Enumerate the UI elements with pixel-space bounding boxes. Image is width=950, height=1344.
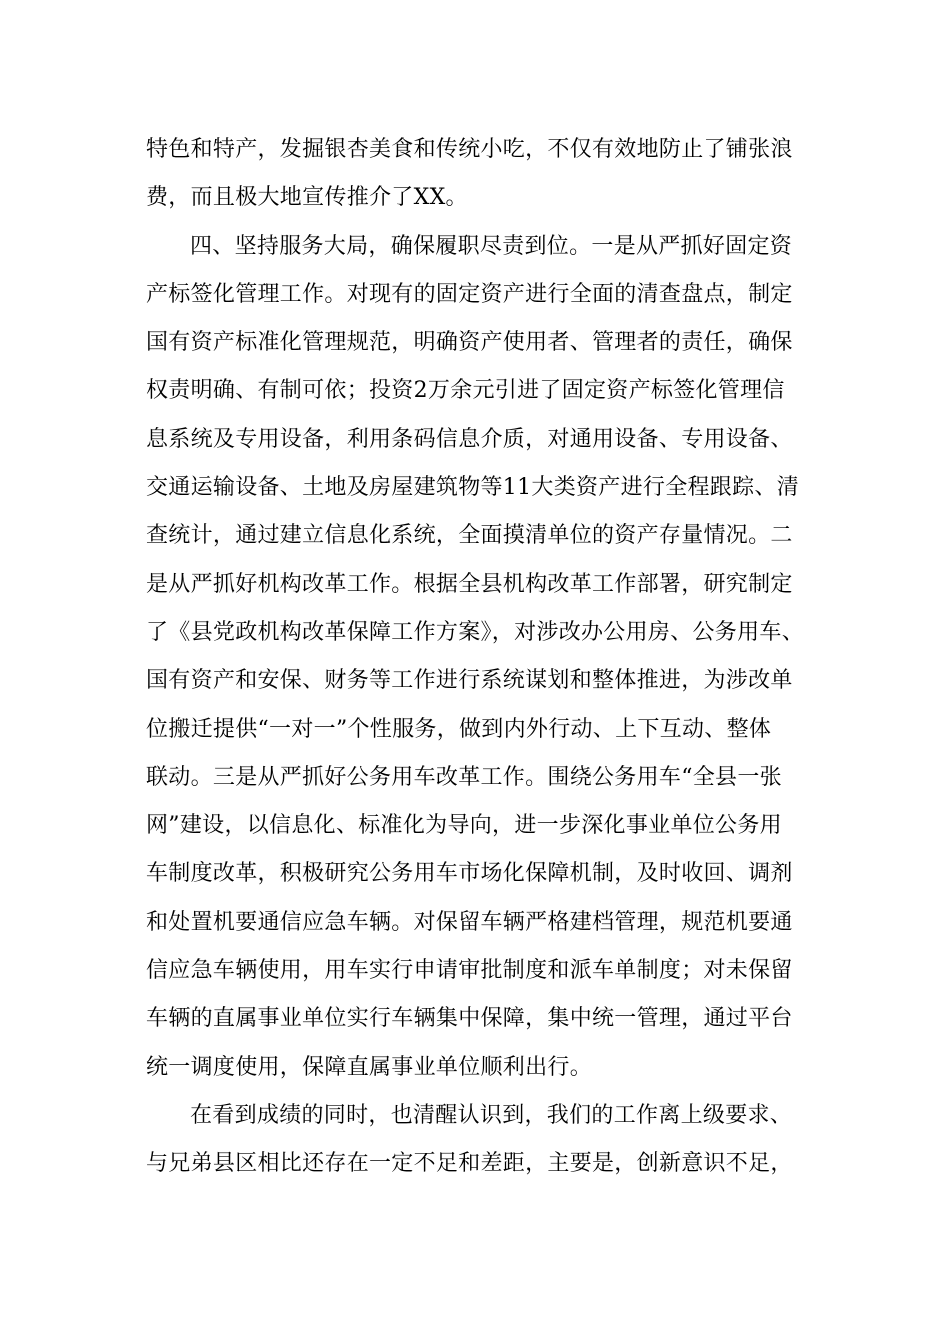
- text-line: 位搬迁提供“一对一”个性服务，做到内外行动、上下互动、整体: [146, 716, 772, 742]
- document-body: [146, 126, 810, 1189]
- text-line: 车辆的直属事业单位实行车辆集中保障，集中统一管理，通过平台: [146, 1006, 793, 1032]
- text-line: 网”建设，以信息化、标准化为导向，进一步深化事业单位公务用: [146, 813, 782, 839]
- text-line: 国有资产和安保、财务等工作进行系统谋划和整体推进，为涉改单: [146, 668, 793, 694]
- text-line: 交通运输设备、土地及房屋建筑物等11大类资产进行全程跟踪、清: [146, 475, 799, 501]
- text-line: 息系统及专用设备，利用条码信息介质，对通用设备、专用设备、: [146, 426, 793, 452]
- text-line: 特色和特产，发掘银杏美食和传统小吃，不仅有效地防止了铺张浪: [146, 137, 793, 162]
- text-line: 与兄弟县区相比还存在一定不足和差距，主要是，创新意识不足，: [146, 1151, 793, 1177]
- text-line: 国有资产标准化管理规范，明确资产使用者、管理者的责任，确保: [146, 330, 793, 356]
- text-line: 四、坚持服务大局，确保履职尽责到位。一是从严抓好固定资: [190, 233, 793, 259]
- text-line: 和处置机要通信应急车辆。对保留车辆严格建档管理，规范机要通: [146, 909, 793, 935]
- text-line: 车制度改革，积极研究公务用车市场化保障机制，及时收回、调剂: [146, 861, 793, 887]
- text-line: 查统计，通过建立信息化系统，全面摸清单位的资产存量情况。二: [146, 523, 793, 549]
- text-line: 产标签化管理工作。对现有的固定资产进行全面的清查盘点，制定: [146, 281, 793, 307]
- text-line: 联动。三是从严抓好公务用车改革工作。围绕公务用车“全县一张: [146, 764, 782, 790]
- text-line: 信应急车辆使用，用车实行申请审批制度和派车单制度；对未保留: [146, 958, 793, 984]
- text-line: 在看到成绩的同时，也清醒认识到，我们的工作离上级要求、: [190, 1102, 793, 1128]
- text-line: 权责明确、有制可依；投资2万余元引进了固定资产标签化管理信: [146, 378, 785, 404]
- text-line: 了《县党政机构改革保障工作方案》，对涉改办公用房、公务用车、: [146, 619, 805, 645]
- text-line: 是从严抓好机构改革工作。根据全县机构改革工作部署，研究制定: [146, 571, 793, 597]
- text-line: 统一调度使用，保障直属事业单位顺利出行。: [146, 1054, 593, 1080]
- text-line: 费，而且极大地宣传推介了XX。: [146, 185, 468, 211]
